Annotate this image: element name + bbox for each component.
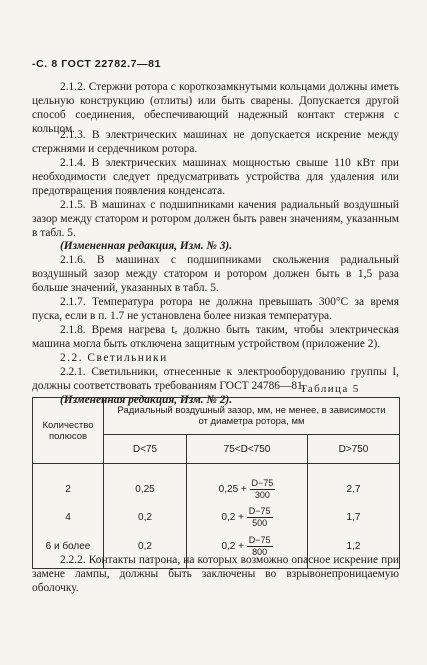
- header-gap: Радиальный воздушный зазор, мм, не менее, в зависимости от диаметра ротора, мм: [104, 398, 400, 435]
- paragraph-text: 2.1.8. Время нагрева tₑ должно быть таким, чтобы электрическая машина могла быть отключена защитным устройством (приложение 2).: [32, 324, 399, 351]
- table-row: [33, 464, 400, 505]
- cell-c3: 2,7: [308, 464, 400, 505]
- revision-text: (Измененная редакция, Изм. № 2).: [60, 394, 233, 407]
- clause-2-1-8: [32, 323, 399, 351]
- cell-poles: 2: [33, 464, 104, 505]
- fraction-numerator: D−75: [248, 505, 271, 516]
- table-row: [33, 504, 400, 530]
- page-header: -С. 8 ГОСТ 22782.7—81: [32, 58, 162, 70]
- cell-c2: [187, 464, 308, 505]
- cell-poles: 6 и более: [33, 530, 104, 569]
- clause-2-1-3: [32, 128, 399, 156]
- table-title: Таблица 5: [300, 383, 360, 395]
- fraction-numerator: D−75: [248, 534, 271, 545]
- fraction-denominator: 800: [252, 546, 268, 557]
- paragraph-text: 2.1.7. Температура ротора не должна превышать 300°С за время пуска, если в п. 1.7 не установлена более низкая температура.: [32, 296, 399, 323]
- clause-2-1-7: [32, 295, 399, 323]
- formula-fraction: [250, 478, 276, 501]
- cell-c1: 0,25: [104, 464, 187, 505]
- cell-c1: 0,2: [104, 530, 187, 569]
- cell-c3: 1,2: [308, 530, 400, 569]
- fraction-numerator: D−75: [251, 477, 274, 488]
- section-heading: 2.2. Светильники: [60, 352, 168, 364]
- paragraph-text: 2.1.5. В машинах с подшипниками качения радиальный воздушный зазор между статором и ротором должен быть равен значениям, указанным в табл. 5.: [32, 199, 399, 240]
- cell-c1: 0,2: [104, 504, 187, 530]
- paragraph-text: 2.2.1. Светильники, отнесенные к электрооборудованию группы I, должны соответствовать требованиям ГОСТ 24786—81.: [32, 366, 399, 393]
- paragraph-text: 2.1.6. В машинах с подшипниками скольжения радиальный воздушный зазор между статором и ротором должен быть в 1,5 раза больше значений, указанных в табл. 5.: [32, 254, 399, 295]
- section-2-2: [32, 351, 399, 365]
- paragraph-text: 2.1.2. Стержни ротора с короткозамкнутыми кольцами должны иметь цельную конструкцию (отлиты) или быть сварены. Допускается другой способ соединения, обеспечивающий надежный контакт стержня с кольцом.: [32, 81, 399, 136]
- paragraph-text: 2.1.3. В электрических машинах не допускается искрение между стержнями и сердечником ротора.: [32, 129, 399, 156]
- revision-text: (Измененная редакция, Изм. № 3).: [60, 240, 233, 252]
- clause-2-2-2: [32, 553, 399, 595]
- clause-2-1-5: [32, 198, 399, 240]
- header-d-large: D>750: [308, 435, 400, 464]
- header-d-mid: 75<D<750: [187, 435, 308, 464]
- gap-table: [32, 397, 400, 569]
- formula-base: 0,2 +: [221, 540, 244, 552]
- paragraph-text: 2.2.2. Контакты патрона, на которых возможно опасное искрение при замене лампы, должны быть заключены во взрывонепроницаемую оболочку.: [32, 554, 399, 595]
- cell-c2: [187, 504, 308, 530]
- revision-note-3: [32, 239, 399, 253]
- formula-base: 0,25 +: [218, 483, 247, 495]
- fraction-denominator: 500: [252, 517, 268, 528]
- formula-base: 0,2 +: [221, 511, 244, 523]
- paragraph-text: 2.1.4. В электрических машинах мощностью свыше 110 кВт при необходимости следует предусматривать устройства для удаления или предотвращения появления конденсата.: [32, 157, 399, 198]
- header-poles: Количество полюсов: [33, 398, 104, 464]
- clause-2-1-4: [32, 156, 399, 198]
- formula-fraction: [247, 506, 273, 529]
- header-d-small: D<75: [104, 435, 187, 464]
- cell-poles: 4: [33, 504, 104, 530]
- cell-c3: 1,7: [308, 504, 400, 530]
- fraction-denominator: 300: [254, 489, 270, 500]
- clause-2-1-6: [32, 253, 399, 295]
